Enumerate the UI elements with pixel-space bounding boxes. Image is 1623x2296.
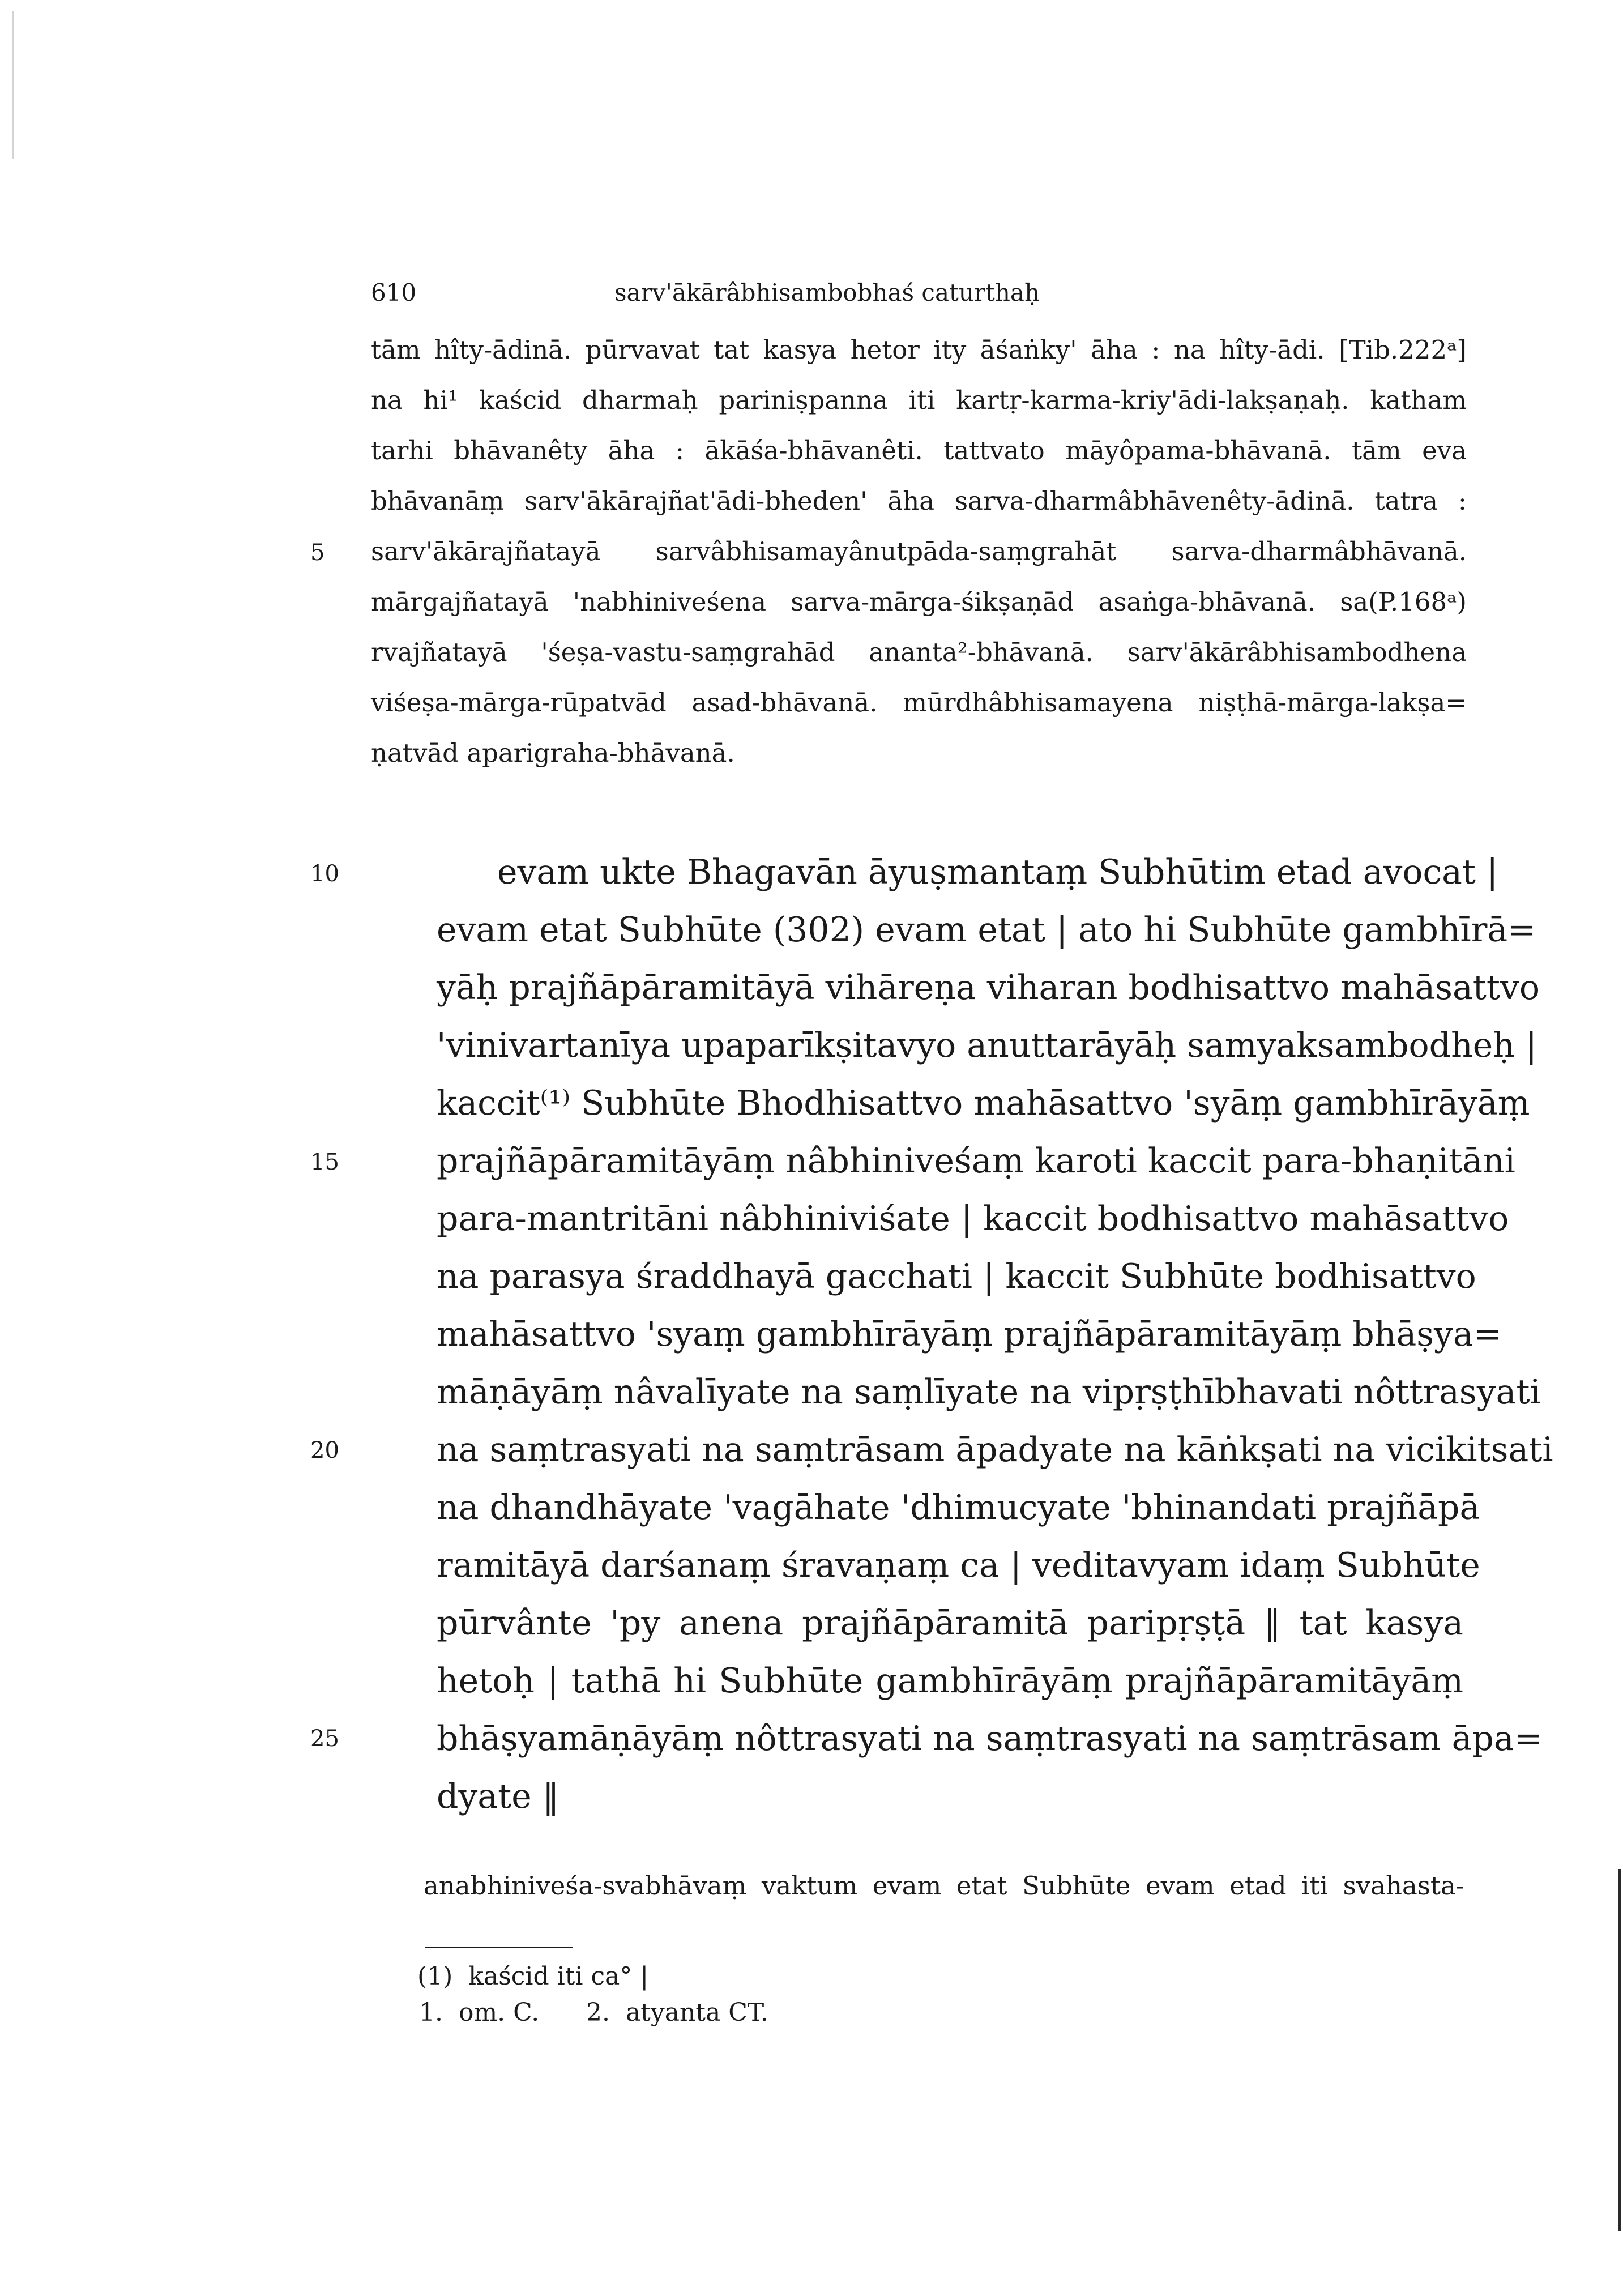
root-text-line: na parasya śraddhayā gacchati | kaccit Subhūte bodhisattvo: [437, 1257, 1476, 1296]
root-text-line: yāḥ prajñāpāramitāyā vihāreṇa viharan bodhisattvo mahāsattvo: [437, 968, 1540, 1008]
root-text-line: pūrvânte 'py anena prajñāpāramitā paripṛṣṭā ‖ tat kasya: [437, 1603, 1463, 1643]
line-number: 15: [310, 1149, 339, 1175]
line-number: 5: [310, 540, 325, 566]
root-text-line: na saṃtrasyati na saṃtrāsam āpadyate na kāṅkṣati na vicikitsati: [437, 1430, 1553, 1470]
root-text-line: 'vinivartanīya upaparīkṣitavyo anuttarāyāḥ samyaksambodheḥ |: [437, 1026, 1537, 1065]
line-number: 20: [310, 1437, 339, 1463]
root-text-line: hetoḥ | tathā hi Subhūte gambhīrāyāṃ prajñāpāramitāyāṃ: [437, 1661, 1463, 1701]
root-text-line: na dhandhāyate 'vagāhate 'dhimucyate 'bhinandati prajñāpā: [437, 1488, 1480, 1527]
root-text-line: mahāsattvo 'syaṃ gambhīrāyāṃ prajñāpāramitāyāṃ bhāṣya=: [437, 1315, 1502, 1354]
commentary-line: tarhi bhāvanêty āha : ākāśa-bhāvanêti. tattvato māyôpama-bhāvanā. tām eva: [371, 436, 1467, 466]
commentary-line-closing: anabhiniveśa-svabhāvaṃ vaktum evam etat Subhūte evam etad iti svahasta-: [424, 1871, 1464, 1901]
commentary-line: sarv'ākārajñatayā sarvâbhisamayânutpāda-saṃgrahāt sarva-dharmâbhāvanā.: [371, 536, 1467, 566]
footnote-rule: [425, 1947, 573, 1948]
commentary-line: mārgajñatayā 'nabhiniveśena sarva-mārga-śikṣaṇād asaṅga-bhāvanā. sa(P.168ᵃ): [371, 587, 1467, 617]
root-text-line: para-mantritāni nâbhiniviśate | kaccit bodhisattvo mahāsattvo: [437, 1199, 1509, 1239]
commentary-line: bhāvanāṃ sarv'ākārajñat'ādi-bheden' āha sarva-dharmâbhāvenêty-ādinā. tatra :: [371, 486, 1467, 516]
commentary-line: rvajñatayā 'śeṣa-vastu-saṃgrahād ananta²-bhāvanā. sarv'ākārâbhisambodhena: [371, 637, 1467, 667]
root-text-line: evam etat Subhūte (302) evam etat | ato hi Subhūte gambhīrā=: [437, 910, 1536, 950]
root-text-line: māṇāyāṃ nâvalīyate na saṃlīyate na vipṛṣṭhībhavati nôttrasyati: [437, 1372, 1541, 1412]
root-text-line: evam ukte Bhagavān āyuṣmantaṃ Subhūtim etad avocat |: [497, 852, 1498, 892]
footnote: 2. atyanta CT.: [586, 1998, 768, 2027]
footnote: (1) kaścid iti ca° |: [417, 1962, 649, 1991]
running-title: sarv'ākārâbhisambobhaś caturthaḥ: [614, 279, 1040, 306]
page-number: 610: [371, 279, 417, 306]
scan-edge-left: [12, 11, 14, 159]
root-text-line: prajñāpāramitāyāṃ nâbhiniveśaṃ karoti kaccit para-bhaṇitāni: [437, 1141, 1515, 1181]
line-number: 10: [310, 861, 339, 887]
footnote: 1. om. C.: [419, 1998, 540, 2027]
scan-edge-right: [1618, 1869, 1621, 2231]
commentary-line: ṇatvād aparigraha-bhāvanā.: [371, 738, 735, 768]
root-text-line: ramitāyā darśanaṃ śravaṇaṃ ca | veditavyam idaṃ Subhūte: [437, 1546, 1480, 1585]
commentary-line: tām hîty-ādinā. pūrvavat tat kasya hetor ity āśaṅky' āha : na hîty-ādi. [Tib.222ᵃ]: [371, 335, 1467, 365]
line-number: 25: [310, 1726, 339, 1752]
root-text-line: kaccit⁽¹⁾ Subhūte Bhodhisattvo mahāsattvo 'syāṃ gambhīrāyāṃ: [437, 1083, 1530, 1123]
commentary-line: viśeṣa-mārga-rūpatvād asad-bhāvanā. mūrdhâbhisamayena niṣṭhā-mārga-lakṣa=: [371, 688, 1467, 718]
root-text-line: dyate ‖: [437, 1777, 559, 1816]
commentary-line: na hi¹ kaścid dharmaḥ pariniṣpanna iti kartṛ-karma-kriy'ādi-lakṣaṇaḥ. katham: [371, 385, 1467, 415]
root-text-line: bhāṣyamāṇāyāṃ nôttrasyati na saṃtrasyati na saṃtrāsam āpa=: [437, 1719, 1543, 1759]
